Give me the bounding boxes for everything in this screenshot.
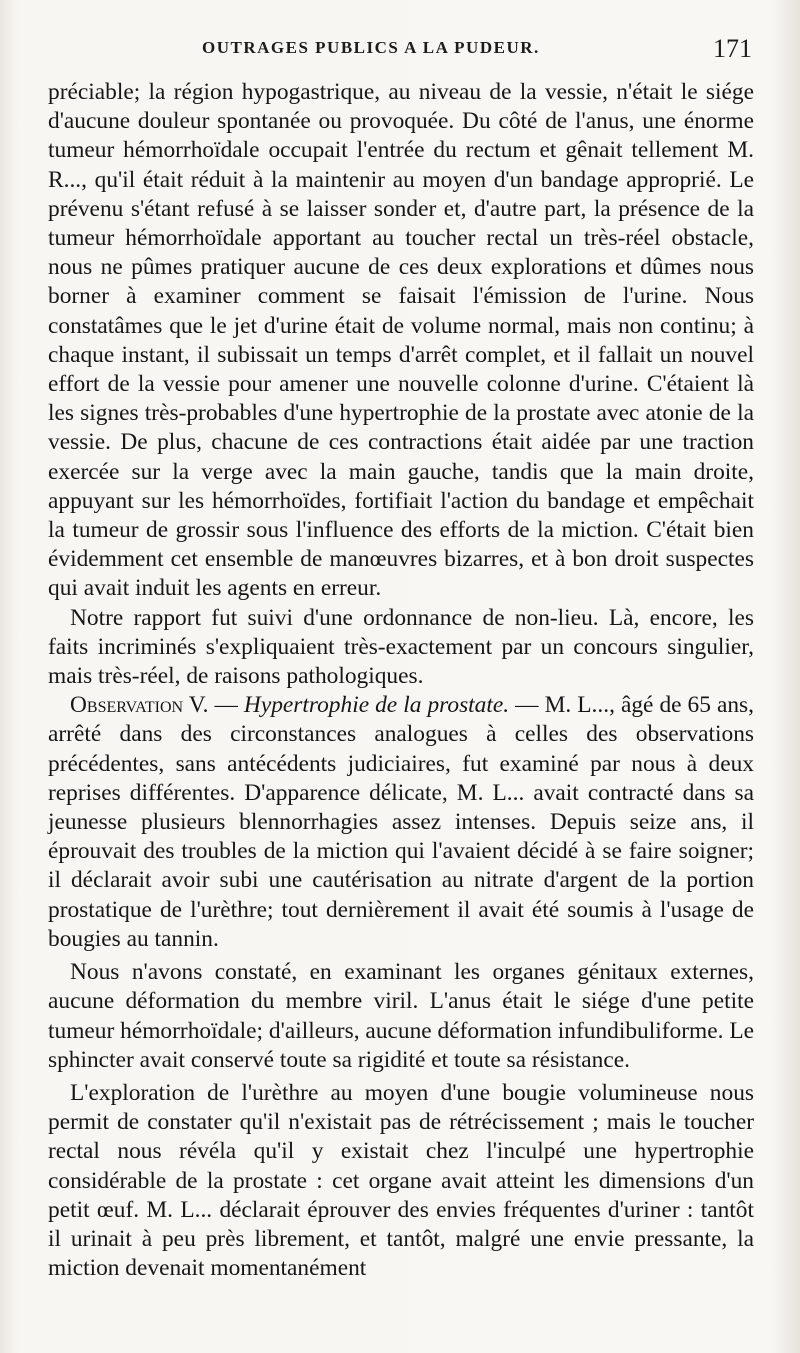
observation-text: — M. L..., âgé de 65 ans, arrêté dans des circonstances analogues à celles des observations précédentes, sans antécédents judiciaires, fut examiné par nous à deux reprises différentes. D'apparence délicate, M. L... avait contracté dans sa jeunesse plusieurs blennorrhagies assez intenses. Depuis seize ans, il éprouvait des troubles de la miction qui l'avaient décidé à se faire soigner; il déclarait avoir subi une cautérisation au nitrate d'argent de la portion prostatique de l'urèthre; tout dernièrement il avait été soumis à l'usage de bougies au tannin.	[48, 692, 755, 952]
paragraph: Nous n'avons constaté, en examinant les organes génitaux externes, aucune déformation du membre viril. L'anus était le siége d'une petite tumeur hémorrhoïdale; d'ailleurs, aucune déformation infundibuliforme. Le sphincter avait conservé toute sa rigidité et toute sa résistance.	[48, 959, 754, 1073]
running-title: OUTRAGES PUBLICS A LA PUDEUR.	[202, 38, 540, 57]
observation-title: Hypertrophie de la prostate.	[243, 692, 510, 719]
observation-label: Observation V.	[70, 692, 209, 719]
paragraph: L'exploration de l'urèthre au moyen d'une bougie volumineuse nous permit de constater qu'il n'existait pas de rétrécissement ; mais le toucher rectal nous révéla qu'il y existait chez l'inculpé une hypertrophie considérable de la prostate : cet organe avait atteint les dimensions d'un petit œuf. M. L... déclarait éprouver des envies fréquentes d'uriner : tantôt il urinait à peu près librement, et tantôt, malgré une envie pressante, la miction devenait momentanément	[48, 1079, 754, 1282]
page-number: 171	[713, 34, 752, 63]
page-header	[52, 32, 760, 72]
body-text	[48, 78, 754, 1283]
observation-dash: —	[208, 692, 244, 719]
observation-paragraph	[48, 691, 754, 954]
paragraph-continued: préciable; la région hypogastrique, au niveau de la vessie, n'était le siége d'aucune douleur spontanée ou provoquée. Du côté de l'anus, une énorme tumeur hémorrhoïdale occupait l'entrée du rectum et gênait tellement M. R..., qu'il était réduit à la maintenir au moyen d'un bandage approprié. Le prévenu s'étant refusé à se laisser sonder et, d'autre part, la présence de la tumeur hémorrhoïdale apportant au toucher rectal un très-réel obstacle, nous ne pûmes pratiquer aucune de ces deux explorations et dûmes nous borner à examiner comment se faisait l'émission de l'urine. Nous constatâmes que le jet d'urine était de volume normal, mais non continu; à chaque instant, il subissait un temps d'arrêt complet, et il fallait un nouvel effort de la vessie pour amener une nouvelle colonne d'urine. C'étaient là les signes très-probables d'une hypertrophie de la prostate avec atonie de la vessie. De plus, chacune de ces contractions était aidée par une traction exercée sur la verge avec la main gauche, tandis que la main droite, appuyant sur les hémorrhoïdes, fortifiait l'action du bandage et empêchait la tumeur de grossir sous l'influence des efforts de la miction. C'était bien évidemment cet ensemble de manœuvres bizarres, et à bon droit suspectes qui avait induit les agents en erreur.	[48, 79, 754, 602]
paragraph: Notre rapport fut suivi d'une ordonnance de non-lieu. Là, encore, les faits incriminés s'expliquaient très-exactement par un concours singulier, mais très-réel, de raisons pathologiques.	[48, 604, 754, 690]
